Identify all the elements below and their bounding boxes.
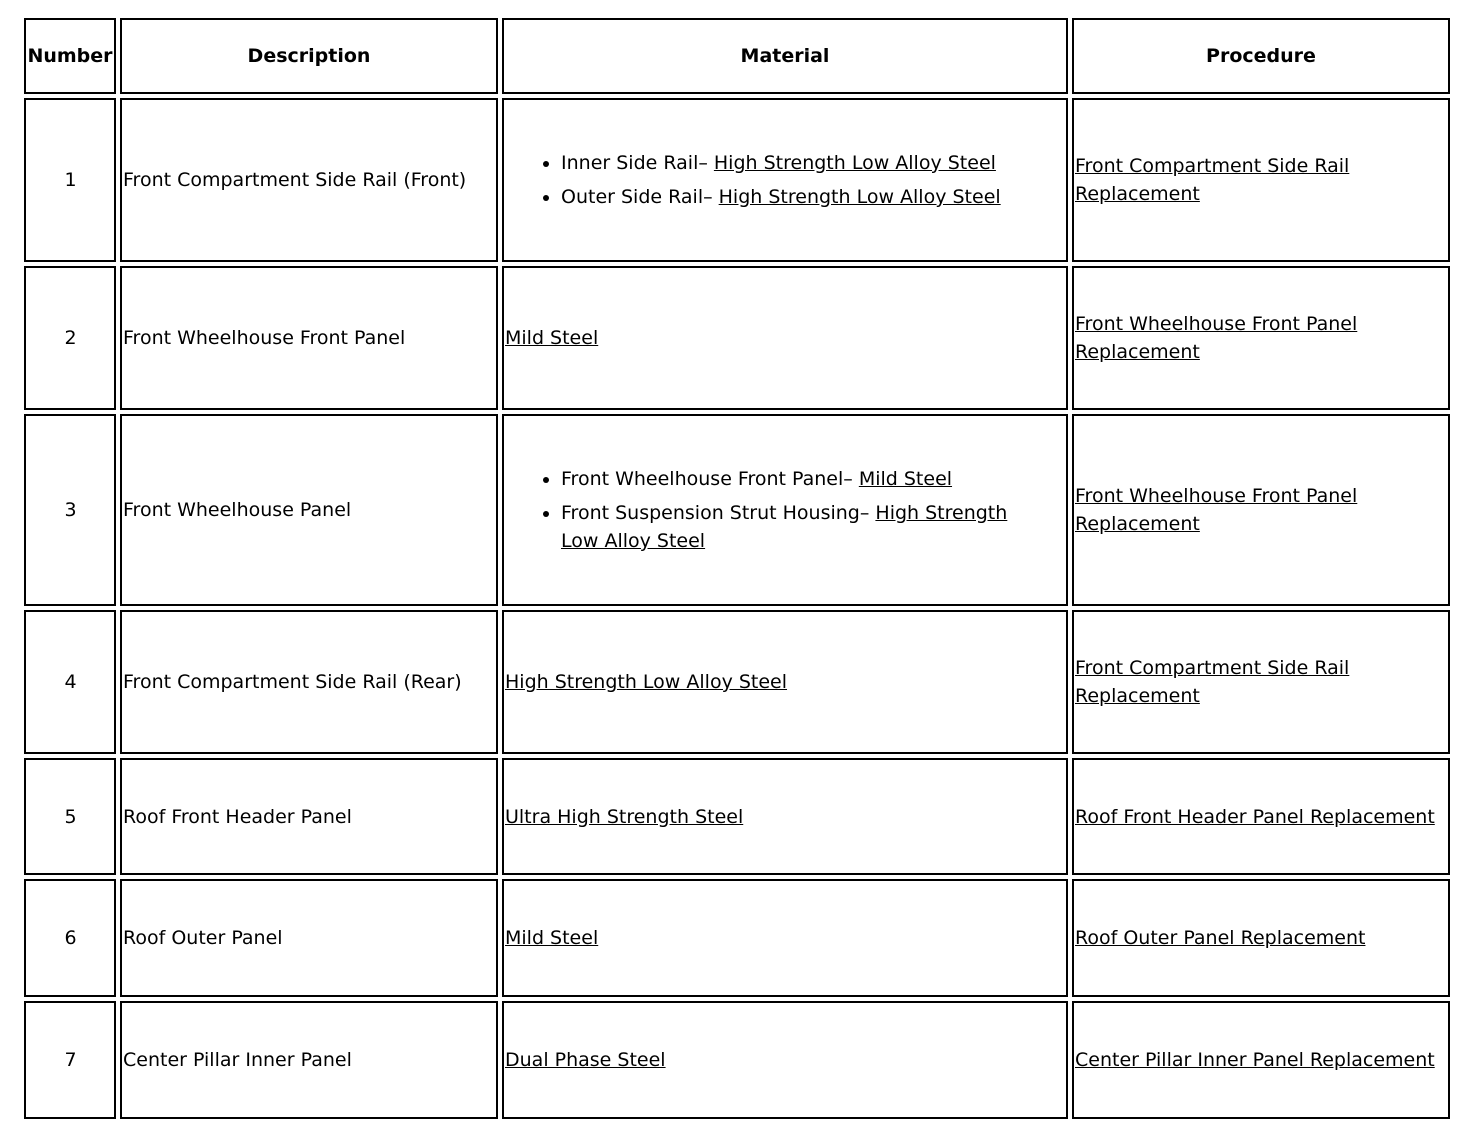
row-number: 3 xyxy=(24,414,116,606)
material-link[interactable]: Mild Steel xyxy=(505,327,599,349)
row-description: Front Compartment Side Rail (Rear) xyxy=(120,610,498,754)
procedure-link[interactable]: Center Pillar Inner Panel Replacement xyxy=(1075,1049,1435,1071)
procedure-link[interactable]: Roof Outer Panel Replacement xyxy=(1075,927,1366,949)
procedure-link[interactable]: Front Compartment Side Rail Replacement xyxy=(1075,155,1350,205)
row-material xyxy=(502,758,1068,875)
row-procedure xyxy=(1072,758,1450,875)
row-procedure xyxy=(1072,1001,1450,1119)
page xyxy=(20,14,1452,1123)
procedure-link[interactable]: Front Compartment Side Rail Replacement xyxy=(1075,657,1350,707)
material-link[interactable]: High Strength Low Alloy Steel xyxy=(718,186,1001,208)
row-description: Roof Front Header Panel xyxy=(120,758,498,875)
header-description: Description xyxy=(120,18,498,94)
row-description: Front Wheelhouse Panel xyxy=(120,414,498,606)
table-row xyxy=(24,879,1450,997)
material-link[interactable]: High Strength Low Alloy Steel xyxy=(561,502,1008,552)
row-material xyxy=(502,414,1068,606)
row-procedure xyxy=(1072,610,1450,754)
procedure-link[interactable]: Roof Front Header Panel Replacement xyxy=(1075,805,1435,828)
material-link[interactable]: High Strength Low Alloy Steel xyxy=(713,152,996,174)
material-part-label: Front Suspension Strut Housing– xyxy=(561,502,876,524)
row-number: 7 xyxy=(24,1001,116,1119)
table-row xyxy=(24,758,1450,875)
procedure-link[interactable]: Front Wheelhouse Front Panel Replacement xyxy=(1075,485,1358,535)
row-material xyxy=(502,610,1068,754)
row-procedure xyxy=(1072,98,1450,262)
material-list-item xyxy=(561,465,1066,493)
row-description: Roof Outer Panel xyxy=(120,879,498,997)
header-procedure: Procedure xyxy=(1072,18,1450,94)
row-number: 1 xyxy=(24,98,116,262)
material-list-item xyxy=(561,183,1066,211)
table-row xyxy=(24,266,1450,410)
row-material xyxy=(502,879,1068,997)
material-part-label: Outer Side Rail– xyxy=(561,186,719,208)
row-number: 5 xyxy=(24,758,116,875)
material-link[interactable]: Ultra High Strength Steel xyxy=(505,805,744,828)
row-material xyxy=(502,1001,1068,1119)
material-list xyxy=(505,465,1066,555)
row-material xyxy=(502,266,1068,410)
table-row xyxy=(24,414,1450,606)
row-number: 6 xyxy=(24,879,116,997)
row-procedure xyxy=(1072,414,1450,606)
table-row xyxy=(24,610,1450,754)
material-list-item xyxy=(561,499,1066,555)
parts-table xyxy=(20,14,1454,1123)
material-part-label: Front Wheelhouse Front Panel– xyxy=(561,468,859,490)
row-description: Center Pillar Inner Panel xyxy=(120,1001,498,1119)
material-link[interactable]: Dual Phase Steel xyxy=(505,1049,666,1071)
row-description: Front Compartment Side Rail (Front) xyxy=(120,98,498,262)
row-procedure xyxy=(1072,879,1450,997)
header-material: Material xyxy=(502,18,1068,94)
row-number: 2 xyxy=(24,266,116,410)
row-procedure xyxy=(1072,266,1450,410)
material-list-item xyxy=(561,149,1066,177)
material-link[interactable]: Mild Steel xyxy=(858,468,953,490)
row-description: Front Wheelhouse Front Panel xyxy=(120,266,498,410)
material-link[interactable]: High Strength Low Alloy Steel xyxy=(505,671,788,693)
material-part-label: Inner Side Rail– xyxy=(561,152,714,174)
header-row xyxy=(24,18,1450,94)
table-row xyxy=(24,98,1450,262)
header-number: Number xyxy=(24,18,116,94)
row-number: 4 xyxy=(24,610,116,754)
procedure-link[interactable]: Front Wheelhouse Front Panel Replacement xyxy=(1075,313,1358,363)
table-row xyxy=(24,1001,1450,1119)
material-link[interactable]: Mild Steel xyxy=(505,927,599,949)
row-material xyxy=(502,98,1068,262)
material-list xyxy=(505,149,1066,211)
